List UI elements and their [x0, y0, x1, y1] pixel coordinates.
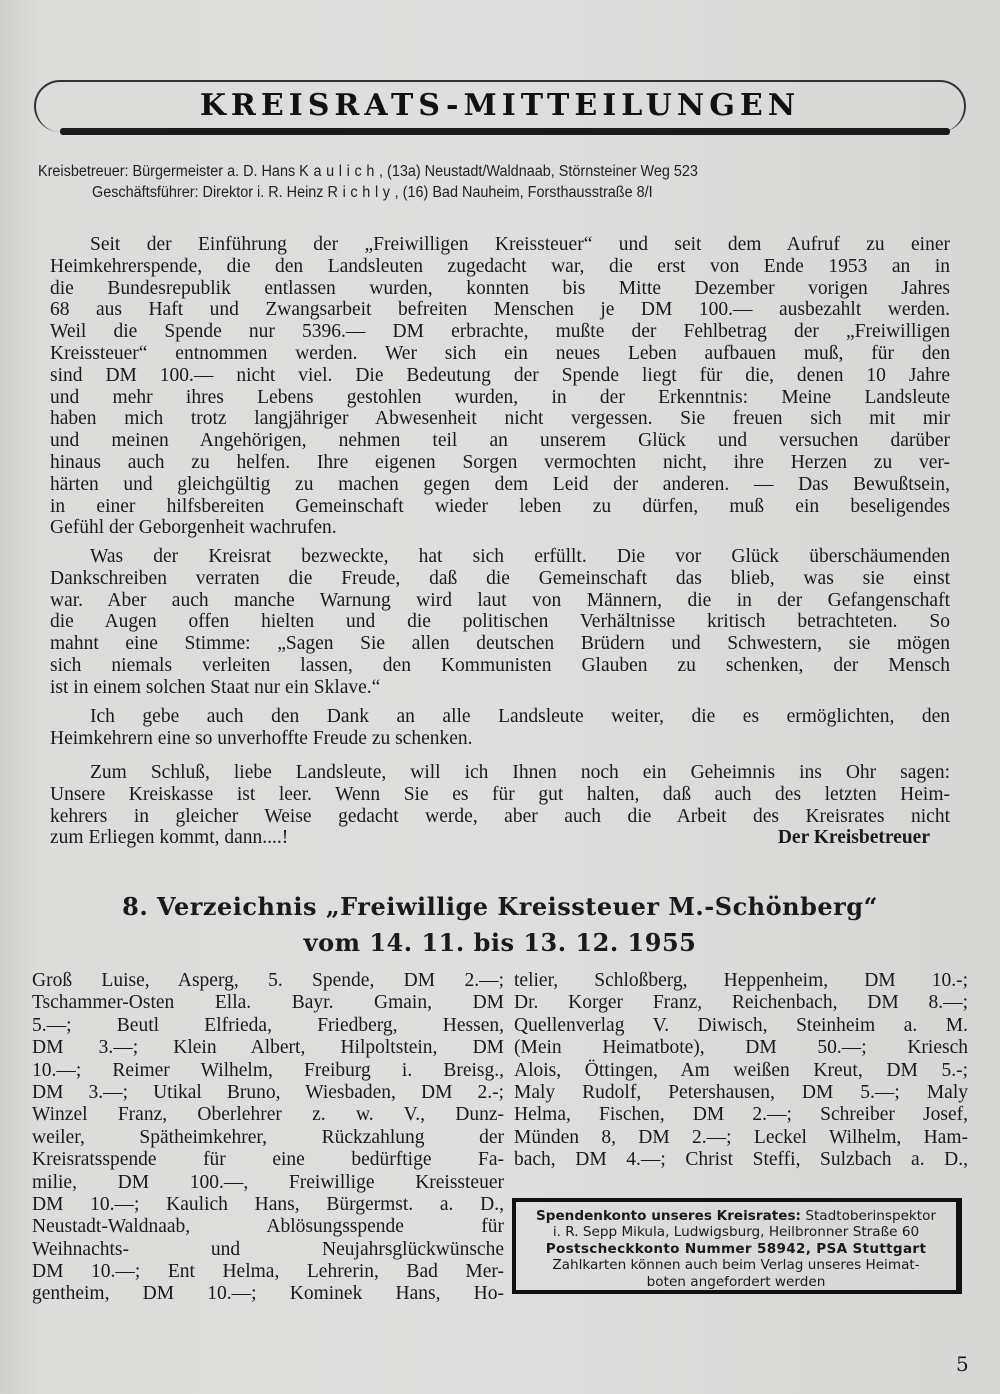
text-line — [50, 343, 950, 365]
text-line-content: härten und gleichgültig zu machen gegen dem Leid der anderen. — Das Bewußtsein, — [50, 473, 950, 495]
text-line-content: Seit der Einführung der „Freiwilligen Kreissteuer“ und seit dem Aufruf zu einer — [90, 234, 950, 255]
box-line: i. R. Sepp Mikula, Ludwigsburg, Heilbronner Straße 60 — [552, 1224, 920, 1241]
donor-list-line: 10.—; Reimer Wilhelm, Freiburg i. Breisg., — [32, 1059, 504, 1081]
donor-list-line: Tschammer-Osten Ella. Bayr. Gmain, DM — [32, 992, 504, 1014]
box-line — [526, 1208, 946, 1224]
text-line — [50, 677, 950, 699]
box-line — [526, 1241, 946, 1257]
text-line-content: Was der Kreisrat bezweckte, hat sich erfüllt. Die vor Glück überschäumenden — [90, 546, 950, 567]
text-line-content: Kreissteuer“ entnommen werden. Wer sich ein neues Leben aufbauen muß, für den — [50, 342, 950, 364]
text-line-content: war. Aber auch manche Warnung wird laut von Männern, die in der Gefangenschaft — [50, 589, 950, 611]
text-line — [50, 546, 950, 568]
text-line — [50, 827, 950, 849]
header-name: Kaulich — [299, 163, 380, 180]
donation-account-box — [512, 1198, 962, 1294]
text-line — [50, 517, 950, 539]
text-line-content: und meinen Angehörigen, nehmen teil an unserem Glück und versuchen darüber — [50, 430, 950, 452]
text-line — [50, 706, 950, 728]
text-line-content: Dankschreiben verraten die Freude, daß die Gemeinschaft das blieb, was sie einst — [50, 567, 950, 589]
donor-list-line: Kreisratsspende für eine bedürftige Fa- — [32, 1149, 504, 1171]
donor-list-line: DM 3.—; Utikal Bruno, Wiesbaden, DM 2.-; — [32, 1081, 504, 1103]
donor-list-left — [32, 970, 504, 1306]
header-text: Kreisbetreuer: Bürgermeister a. D. Hans — [38, 163, 300, 180]
header-line-geschaeftsfuehrer — [92, 184, 653, 202]
text-line-content: Heimkehrerspende, die den Landsleuten zugedacht war, die erst von Ende 1953 an in — [50, 255, 950, 277]
text-line-content: Weil die Spende nur 5396.— DM erbrachte, mußte der Fehlbetrag der „Freiwilligen — [50, 321, 950, 343]
donor-list-right — [514, 970, 968, 1172]
text-line-content: die Augen offen hielten und die politischen Verhältnisse kritisch betrachteten. So — [50, 611, 950, 633]
text-line-content: mahnt eine Stimme: „Sagen Sie allen deutschen Brüdern und Schwestern, sie mögen — [50, 633, 950, 655]
text-line — [50, 321, 950, 343]
text-line-content: sind DM 100.— nicht viel. Die Bedeutung der Spende liegt für die, denen 10 Jahre — [50, 364, 950, 386]
box-bold-text: Postscheckkonto Nummer 58942, PSA Stuttgart — [545, 1240, 927, 1257]
box-text: Stadtoberinspektor — [801, 1208, 937, 1224]
header-text: , (16) Bad Nauheim, Forsthausstraße 8/I — [394, 184, 653, 201]
text-line-content: kehrers in gleicher Weise gedacht werde, aber auch die Arbeit des Kreisrates nicht — [50, 805, 950, 827]
donor-list-line: (Mein Heimatbote), DM 50.—; Kriesch — [514, 1037, 968, 1059]
text-line-content: die Bundesrepublik entlassen wurden, konnten bis Mitte Dezember vorigen Jahres — [50, 277, 950, 299]
donor-list-line: DM 10.—; Ent Helma, Lehrerin, Bad Mer- — [32, 1261, 504, 1283]
text-line-content: Gefühl der Geborgenheit wachrufen. — [50, 517, 337, 539]
box-bold-text: Spendenkonto unseres Kreisrates: — [535, 1208, 801, 1224]
text-line — [50, 806, 950, 828]
header-line-kreisbetreuer — [38, 163, 698, 181]
donor-list-line: weiler, Spätheimkehrer, Rückzahlung der — [32, 1126, 504, 1148]
banner-title: KREISRATS-MITTEILUNGEN — [199, 88, 801, 123]
donor-list-line: Winzel Franz, Oberlehrer z. w. V., Dunz- — [32, 1104, 504, 1126]
donor-list-line: DM 3.—; Klein Albert, Hilpoltstein, DM — [32, 1037, 504, 1059]
text-line-content: Heimkehrern eine so unverhoffte Freude zu schenken. — [50, 727, 473, 749]
paragraph — [50, 762, 950, 849]
text-line — [50, 256, 950, 278]
box-line: Zahlkarten können auch beim Verlag unseres Heimat- — [552, 1257, 920, 1274]
signature: Der Kreisbetreuer — [777, 827, 930, 849]
text-line-content: Zum Schluß, liebe Landsleute, will ich Ihnen noch ein Geheimnis ins Ohr sagen: — [90, 762, 950, 783]
header-name: Richly — [327, 184, 395, 201]
text-line-content: ist in einem solchen Staat nur ein Sklave.“ — [50, 676, 381, 698]
paragraph — [50, 546, 950, 699]
donor-list-line: Groß Luise, Asperg, 5. Spende, DM 2.—; — [32, 970, 504, 991]
box-line: boten angefordert werden — [646, 1273, 826, 1290]
text-line — [50, 408, 950, 430]
text-line-content: zum Erliegen kommt, dann....! — [50, 827, 289, 849]
text-line — [50, 430, 950, 452]
donor-list-line: Weihnachts- und Neujahrsglückwünsche — [32, 1238, 504, 1260]
text-line-content: haben mich trotz langjähriger Abwesenheit nicht vergessen. Sie freuen sich mit mir — [50, 408, 950, 430]
text-line — [50, 762, 950, 784]
donor-list-line: Münden 8, DM 2.—; Leckel Wilhelm, Ham- — [514, 1126, 968, 1148]
text-line — [50, 278, 950, 300]
text-line — [50, 234, 950, 256]
text-line — [50, 655, 950, 677]
donor-list-line: telier, Schloßberg, Heppenheim, DM 10.-; — [514, 970, 968, 991]
donor-list-line: bach, DM 4.—; Christ Steffi, Sulzbach a. D., — [514, 1149, 968, 1171]
text-line — [50, 474, 950, 496]
text-line-content: sich niemals verleiten lassen, den Kommunisten Glauben zu schenken, der Mensch — [50, 654, 950, 676]
text-line — [50, 568, 950, 590]
text-line-content: hinaus auch zu helfen. Ihre eigenen Sorgen vermochten nicht, ihre Herzen zu ver- — [50, 451, 950, 473]
text-line-content: und mehr ihres Lebens gestohlen wurden, in der Erkenntnis: Meine Landsleute — [50, 386, 950, 408]
text-line — [50, 365, 950, 387]
donor-list-line: Helma, Fischen, DM 2.—; Schreiber Josef, — [514, 1104, 968, 1126]
donor-list-line: Maly Rudolf, Petershausen, DM 5.—; Maly — [514, 1081, 968, 1103]
text-line — [50, 633, 950, 655]
section-subtitle: vom 14. 11. bis 13. 12. 1955 — [303, 928, 697, 957]
text-line — [50, 496, 950, 518]
donor-list-line: milie, DM 100.—, Freiwillige Kreissteuer — [32, 1171, 504, 1193]
donor-list-line: Alois, Öttingen, Am weißen Kreut, DM 5.-; — [514, 1059, 968, 1081]
header-text: Geschäftsführer: Direktor i. R. Heinz — [92, 184, 328, 201]
donor-list-line: Quellenverlag V. Diwisch, Steinheim a. M. — [514, 1014, 968, 1036]
text-line — [50, 387, 950, 409]
text-line-content: Unsere Kreiskasse ist leer. Wenn Sie es für gut halten, daß auch des letzten Heim- — [50, 783, 950, 805]
text-line — [50, 784, 950, 806]
paragraph — [50, 706, 950, 750]
text-line-content: in einer hilfsbereiten Gemeinschaft wieder leben zu dürfen, muß ein beseligendes — [50, 495, 950, 517]
text-line — [50, 728, 950, 750]
header-text: , (13a) Neustadt/Waldnaab, Störnsteiner Weg 523 — [379, 163, 698, 180]
text-line — [50, 611, 950, 633]
donor-list-line: gentheim, DM 10.—; Kominek Hans, Ho- — [32, 1283, 504, 1305]
donor-list-line: Dr. Korger Franz, Reichenbach, DM 8.—; — [514, 992, 968, 1014]
page-number: 5 — [956, 1352, 969, 1376]
banner-rule — [60, 128, 950, 135]
text-line-content: 68 aus Haft und Zwangsarbeit befreiten Menschen je DM 100.— ausbezahlt werden. — [50, 299, 950, 321]
text-line-content: Ich gebe auch den Dank an alle Landsleute weiter, die es ermöglichten, den — [90, 706, 950, 727]
donor-list-line: Neustadt-Waldnaab, Ablösungsspende für — [32, 1216, 504, 1238]
text-line — [50, 299, 950, 321]
paragraph — [50, 234, 950, 539]
donor-list-line: 5.—; Beutl Elfrieda, Friedberg, Hessen, — [32, 1014, 504, 1036]
section-title: 8. Verzeichnis „Freiwillige Kreissteuer M.-Schönberg“ — [122, 892, 878, 921]
text-line — [50, 452, 950, 474]
text-line — [50, 590, 950, 612]
donor-list-line: DM 10.—; Kaulich Hans, Bürgermst. a. D., — [32, 1193, 504, 1215]
